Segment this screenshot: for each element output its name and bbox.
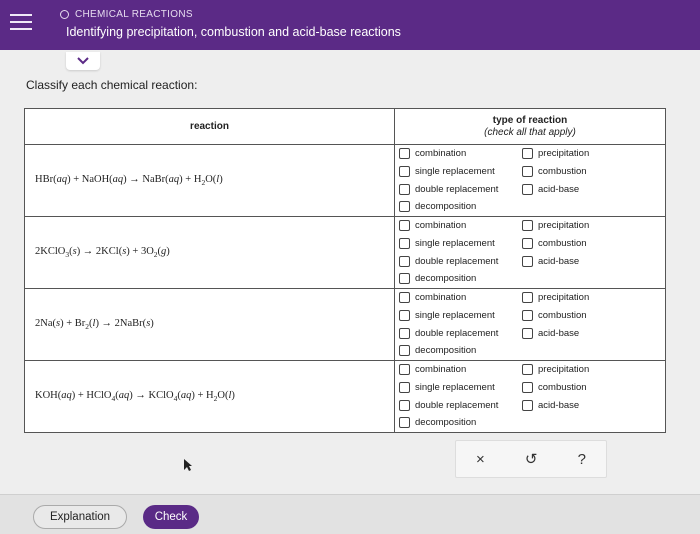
option-label: double replacement bbox=[415, 400, 499, 411]
option-label: precipitation bbox=[538, 364, 590, 375]
checkbox[interactable] bbox=[399, 345, 410, 356]
equation-text: ) + Br bbox=[60, 317, 86, 329]
menu-icon[interactable] bbox=[10, 14, 32, 32]
checkbox[interactable] bbox=[399, 382, 410, 393]
option-label: combination bbox=[415, 148, 467, 159]
option-combustion[interactable] bbox=[522, 238, 587, 249]
option-label: double replacement bbox=[415, 184, 499, 195]
option-label: decomposition bbox=[415, 345, 477, 356]
type-column-header bbox=[395, 109, 666, 145]
state-symbol: aq bbox=[112, 173, 124, 185]
state-symbol: g bbox=[161, 245, 167, 257]
clear-button[interactable]: × bbox=[476, 450, 485, 468]
subscript: 4 bbox=[173, 394, 178, 404]
equation-text: O( bbox=[205, 173, 217, 185]
equation-text: ( bbox=[69, 245, 73, 257]
equation-text: ) → 2KCl( bbox=[76, 245, 123, 257]
option-label: decomposition bbox=[415, 273, 477, 284]
subscript: 3 bbox=[65, 250, 70, 260]
option-decomposition[interactable] bbox=[399, 201, 476, 212]
equation-text: ( bbox=[89, 317, 93, 329]
option-label: precipitation bbox=[538, 220, 590, 231]
chevron-down-icon bbox=[77, 57, 89, 65]
option-label: single replacement bbox=[415, 382, 495, 393]
checkbox[interactable] bbox=[399, 417, 410, 428]
checkbox[interactable] bbox=[399, 328, 410, 339]
equation-text: ) → 2NaBr( bbox=[95, 317, 147, 329]
option-label: acid-base bbox=[538, 328, 580, 339]
collapse-toggle[interactable] bbox=[66, 52, 100, 70]
topic-text: CHEMICAL REACTIONS bbox=[75, 9, 193, 20]
option-combustion[interactable] bbox=[522, 382, 587, 393]
checkbox[interactable] bbox=[399, 310, 410, 321]
checkbox[interactable] bbox=[522, 220, 533, 231]
state-symbol: l bbox=[216, 173, 220, 185]
checkbox[interactable] bbox=[399, 148, 410, 159]
option-label: combustion bbox=[538, 238, 587, 249]
table-row bbox=[25, 289, 666, 361]
option-label: decomposition bbox=[415, 417, 477, 428]
checkbox[interactable] bbox=[399, 292, 410, 303]
subscript: 2 bbox=[153, 250, 158, 260]
equation-text: HBr( bbox=[35, 173, 57, 185]
type-header-label: type of reaction bbox=[492, 114, 568, 126]
reaction-column-header: reaction bbox=[25, 109, 395, 145]
reaction-type-options bbox=[395, 217, 666, 289]
answer-toolbar bbox=[455, 440, 607, 478]
option-label: double replacement bbox=[415, 328, 499, 339]
checkbox[interactable] bbox=[522, 256, 533, 267]
option-label: acid-base bbox=[538, 256, 580, 267]
option-combination[interactable] bbox=[399, 148, 466, 159]
state-symbol: s bbox=[146, 317, 151, 329]
state-symbol: aq bbox=[168, 173, 180, 185]
checkbox[interactable] bbox=[522, 400, 533, 411]
option-combination[interactable] bbox=[399, 364, 466, 375]
option-single-replacement[interactable] bbox=[399, 166, 495, 177]
reaction-type-options bbox=[395, 361, 666, 433]
checkbox[interactable] bbox=[522, 184, 533, 195]
checkbox[interactable] bbox=[399, 201, 410, 212]
checkbox[interactable] bbox=[522, 238, 533, 249]
option-combustion[interactable] bbox=[522, 310, 587, 321]
equation-text: ) + NaOH( bbox=[67, 173, 113, 185]
option-label: single replacement bbox=[415, 166, 495, 177]
equation-text: ) + H bbox=[179, 173, 202, 185]
checkbox[interactable] bbox=[522, 364, 533, 375]
state-symbol: aq bbox=[61, 389, 72, 401]
checkbox[interactable] bbox=[399, 256, 410, 267]
option-label: double replacement bbox=[415, 256, 499, 267]
reaction-equation bbox=[25, 361, 395, 433]
page-title: Identifying precipitation, combustion and acid-base reactions bbox=[66, 25, 401, 39]
option-double-replacement[interactable] bbox=[399, 256, 498, 267]
help-button[interactable]: ? bbox=[577, 450, 586, 468]
equation-text: ) bbox=[219, 173, 223, 185]
option-acid-base[interactable] bbox=[522, 328, 579, 339]
option-double-replacement[interactable] bbox=[399, 328, 498, 339]
equation-text: 2KClO bbox=[35, 245, 66, 257]
table-row bbox=[25, 361, 666, 433]
equation-text: ) bbox=[166, 245, 170, 257]
equation-text: ) bbox=[150, 317, 154, 329]
option-label: combustion bbox=[538, 310, 587, 321]
check-button[interactable]: Check bbox=[143, 505, 199, 529]
option-precipitation[interactable] bbox=[522, 292, 589, 303]
subscript: 4 bbox=[111, 394, 116, 404]
option-single-replacement[interactable] bbox=[399, 310, 495, 321]
option-label: decomposition bbox=[415, 201, 477, 212]
reaction-equation bbox=[25, 145, 395, 217]
subscript: 2 bbox=[213, 394, 218, 404]
option-combustion[interactable] bbox=[522, 166, 587, 177]
reaction-equation bbox=[25, 217, 395, 289]
state-symbol: aq bbox=[180, 389, 192, 401]
option-label: combination bbox=[415, 220, 467, 231]
option-double-replacement[interactable] bbox=[399, 400, 498, 411]
equation-text: ) + H bbox=[191, 389, 214, 401]
checkbox[interactable] bbox=[399, 184, 410, 195]
option-combination[interactable] bbox=[399, 220, 466, 231]
type-header-hint: (check all that apply) bbox=[484, 126, 576, 138]
table-row bbox=[25, 217, 666, 289]
reaction-type-options bbox=[395, 289, 666, 361]
option-label: acid-base bbox=[538, 184, 580, 195]
state-symbol: aq bbox=[56, 173, 68, 185]
subscript: 2 bbox=[85, 322, 90, 332]
equation-text: ) + 3O bbox=[126, 245, 154, 257]
checkbox[interactable] bbox=[399, 238, 410, 249]
reaction-equation bbox=[25, 289, 395, 361]
state-symbol: s bbox=[72, 245, 77, 257]
footer-bar bbox=[0, 494, 700, 534]
topic-label bbox=[60, 9, 193, 20]
explanation-button[interactable]: Explanation bbox=[33, 505, 127, 529]
undo-button[interactable]: ↺ bbox=[524, 451, 538, 468]
option-combination[interactable] bbox=[399, 292, 466, 303]
checkbox[interactable] bbox=[522, 148, 533, 159]
equation-text: ( bbox=[115, 389, 119, 401]
checkbox[interactable] bbox=[522, 310, 533, 321]
option-label: single replacement bbox=[415, 238, 495, 249]
table-row bbox=[25, 145, 666, 217]
checkbox[interactable] bbox=[522, 292, 533, 303]
option-label: precipitation bbox=[538, 292, 590, 303]
reaction-table bbox=[24, 108, 666, 433]
subscript: 2 bbox=[201, 178, 206, 188]
equation-text: ) → NaBr( bbox=[123, 173, 169, 185]
checkbox[interactable] bbox=[399, 400, 410, 411]
option-precipitation[interactable] bbox=[522, 148, 589, 159]
option-acid-base[interactable] bbox=[522, 400, 579, 411]
state-symbol: l bbox=[228, 389, 232, 401]
checkbox[interactable] bbox=[399, 364, 410, 375]
equation-text: ) → KClO bbox=[129, 389, 174, 401]
state-symbol: aq bbox=[118, 389, 130, 401]
option-label: acid-base bbox=[538, 400, 580, 411]
option-label: combustion bbox=[538, 382, 587, 393]
checkbox[interactable] bbox=[522, 382, 533, 393]
option-decomposition[interactable] bbox=[399, 345, 476, 356]
option-precipitation[interactable] bbox=[522, 220, 589, 231]
checkbox[interactable] bbox=[522, 166, 533, 177]
option-double-replacement[interactable] bbox=[399, 184, 498, 195]
option-single-replacement[interactable] bbox=[399, 382, 495, 393]
option-label: combination bbox=[415, 292, 467, 303]
checkbox[interactable] bbox=[399, 166, 410, 177]
option-single-replacement[interactable] bbox=[399, 238, 495, 249]
top-bar bbox=[0, 0, 700, 50]
option-label: combustion bbox=[538, 166, 587, 177]
state-symbol: l bbox=[92, 317, 96, 329]
question-prompt: Classify each chemical reaction: bbox=[26, 78, 198, 92]
progress-ring-icon bbox=[60, 10, 69, 19]
option-acid-base[interactable] bbox=[522, 184, 579, 195]
option-label: combination bbox=[415, 364, 467, 375]
option-decomposition[interactable] bbox=[399, 417, 476, 428]
checkbox[interactable] bbox=[399, 220, 410, 231]
state-symbol: s bbox=[122, 245, 127, 257]
equation-text: ) + HClO bbox=[71, 389, 112, 401]
option-label: precipitation bbox=[538, 148, 590, 159]
reaction-type-options bbox=[395, 145, 666, 217]
option-precipitation[interactable] bbox=[522, 364, 589, 375]
equation-text: KOH( bbox=[35, 389, 62, 401]
option-decomposition[interactable] bbox=[399, 273, 476, 284]
mouse-cursor-icon bbox=[183, 458, 193, 472]
equation-text: ( bbox=[177, 389, 181, 401]
equation-text: ( bbox=[157, 245, 162, 257]
checkbox[interactable] bbox=[399, 273, 410, 284]
option-acid-base[interactable] bbox=[522, 256, 579, 267]
equation-text: 2Na( bbox=[35, 317, 56, 329]
equation-text: O( bbox=[217, 389, 229, 401]
option-label: single replacement bbox=[415, 310, 495, 321]
equation-text: ) bbox=[231, 389, 235, 401]
checkbox[interactable] bbox=[522, 328, 533, 339]
state-symbol: s bbox=[56, 317, 61, 329]
